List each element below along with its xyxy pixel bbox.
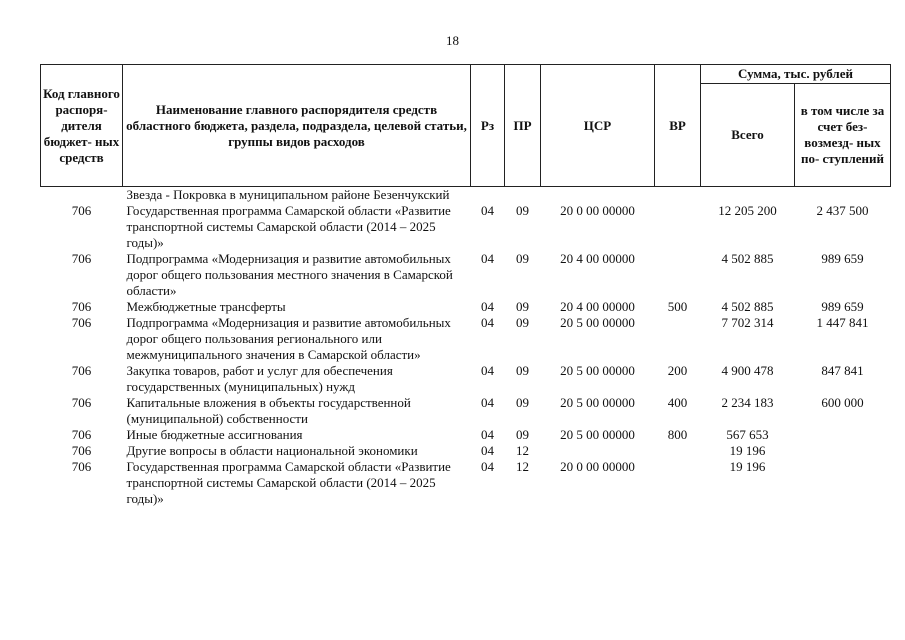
cell-code: [41, 187, 123, 204]
header-name: Наименование главного распорядителя средств областного бюджета, раздела, подраздела, целевой статьи, группы видов расходов: [123, 65, 471, 187]
cell-pr: 09: [516, 427, 529, 442]
cell-csr: 20 5 00 00000: [560, 427, 635, 442]
cell-grant: 989 659: [821, 251, 864, 266]
cell-name: Закупка товаров, работ и услуг для обеспечения государственных (муниципальных) нужд: [126, 363, 393, 394]
cell-total: 4 502 885: [721, 299, 774, 314]
cell-vr: [655, 315, 701, 363]
cell-vr: 400: [667, 395, 688, 410]
table-row: [41, 203, 891, 251]
cell-pr: 12: [516, 459, 529, 474]
cell-name: Звезда - Покровка в муниципальном районе Безенчукский: [126, 187, 450, 202]
header-code: Код главного распоря- дителя бюджет- ных средств: [41, 65, 123, 187]
cell-csr: 20 4 00 00000: [560, 251, 635, 266]
cell-rz: 04: [481, 395, 494, 410]
cell-pr: [505, 187, 541, 204]
cell-grant: 989 659: [821, 299, 864, 314]
header-sum-group: Сумма, тыс. рублей: [701, 65, 891, 84]
header-rz: Рз: [471, 65, 505, 187]
cell-total: [701, 187, 795, 204]
header-grant: в том числе за счет без- возмезд- ных по- ступлений: [795, 84, 891, 187]
cell-rz: 04: [481, 203, 494, 218]
budget-table: [40, 64, 891, 507]
cell-code: 706: [71, 251, 92, 266]
cell-code: 706: [71, 363, 92, 378]
cell-pr: 09: [516, 363, 529, 378]
cell-code: 706: [71, 443, 92, 458]
cell-vr: [655, 187, 701, 204]
table-row: [41, 299, 891, 315]
cell-total: 19 196: [729, 443, 766, 458]
cell-name: Государственная программа Самарской области «Развитие транспортной системы Самарской области (2014 – 2025 годы)»: [126, 203, 451, 250]
cell-grant: [795, 427, 891, 443]
cell-rz: 04: [481, 427, 494, 442]
cell-pr: 09: [516, 395, 529, 410]
cell-total: 4 502 885: [721, 251, 774, 266]
table-row: [41, 251, 891, 299]
cell-vr: 500: [667, 299, 688, 314]
cell-vr: [655, 443, 701, 459]
cell-grant: [795, 443, 891, 459]
cell-csr: [541, 443, 655, 459]
table-row: [41, 427, 891, 443]
cell-pr: 12: [516, 443, 529, 458]
cell-total: 19 196: [729, 459, 766, 474]
cell-rz: 04: [481, 459, 494, 474]
cell-total: 7 702 314: [721, 315, 774, 330]
cell-grant: [795, 187, 891, 204]
cell-total: 12 205 200: [718, 203, 777, 218]
header-total: Всего: [701, 84, 795, 187]
cell-rz: 04: [481, 443, 494, 458]
cell-rz: 04: [481, 299, 494, 314]
cell-grant: 2 437 500: [816, 203, 869, 218]
table-row: [41, 395, 891, 427]
cell-code: 706: [71, 395, 92, 410]
cell-grant: 847 841: [821, 363, 864, 378]
table-row: [41, 187, 891, 204]
cell-vr: [655, 459, 701, 507]
table-header: [41, 65, 891, 187]
cell-rz: 04: [481, 315, 494, 330]
table-row: [41, 363, 891, 395]
cell-name: Капитальные вложения в объекты государственной (муниципальной) собственности: [126, 395, 411, 426]
cell-total: 4 900 478: [721, 363, 774, 378]
cell-vr: [655, 203, 701, 251]
table-row: [41, 459, 891, 507]
cell-name: Государственная программа Самарской области «Развитие транспортной системы Самарской области (2014 – 2025 годы)»: [126, 459, 451, 506]
cell-csr: 20 5 00 00000: [560, 363, 635, 378]
cell-rz: 04: [481, 251, 494, 266]
cell-grant: 600 000: [821, 395, 864, 410]
cell-vr: 200: [667, 363, 688, 378]
cell-csr: 20 5 00 00000: [560, 315, 635, 330]
cell-name: Межбюджетные трансферты: [126, 299, 286, 314]
cell-csr: 20 0 00 00000: [560, 459, 635, 474]
cell-pr: 09: [516, 299, 529, 314]
cell-pr: 09: [516, 315, 529, 330]
cell-code: 706: [71, 203, 92, 218]
cell-rz: [471, 187, 505, 204]
cell-grant: 1 447 841: [816, 315, 869, 330]
cell-code: 706: [71, 427, 92, 442]
cell-grant: [795, 459, 891, 507]
cell-csr: 20 0 00 00000: [560, 203, 635, 218]
cell-total: 2 234 183: [721, 395, 774, 410]
cell-csr: 20 4 00 00000: [560, 299, 635, 314]
cell-code: 706: [71, 299, 92, 314]
header-vr: ВР: [655, 65, 701, 187]
cell-pr: 09: [516, 251, 529, 266]
cell-vr: [655, 251, 701, 299]
cell-code: 706: [71, 315, 92, 330]
cell-total: 567 653: [726, 427, 769, 442]
cell-name: Иные бюджетные ассигнования: [126, 427, 303, 442]
table-row: [41, 443, 891, 459]
page-number: 18: [446, 33, 459, 48]
cell-csr: [541, 187, 655, 204]
cell-name: Подпрограмма «Модернизация и развитие автомобильных дорог общего пользования регионального или межмуниципального значения в Самарской области»: [126, 315, 451, 362]
cell-name: Подпрограмма «Модернизация и развитие автомобильных дорог общего пользования местного значения в Самарской области»: [126, 251, 453, 298]
cell-name: Другие вопросы в области национальной экономики: [126, 443, 418, 458]
cell-vr: 800: [667, 427, 688, 442]
table-row: [41, 315, 891, 363]
header-csr: ЦСР: [541, 65, 655, 187]
table-body: [41, 187, 891, 508]
cell-rz: 04: [481, 363, 494, 378]
header-pr: ПР: [505, 65, 541, 187]
cell-csr: 20 5 00 00000: [560, 395, 635, 410]
cell-code: 706: [71, 459, 92, 474]
cell-pr: 09: [516, 203, 529, 218]
